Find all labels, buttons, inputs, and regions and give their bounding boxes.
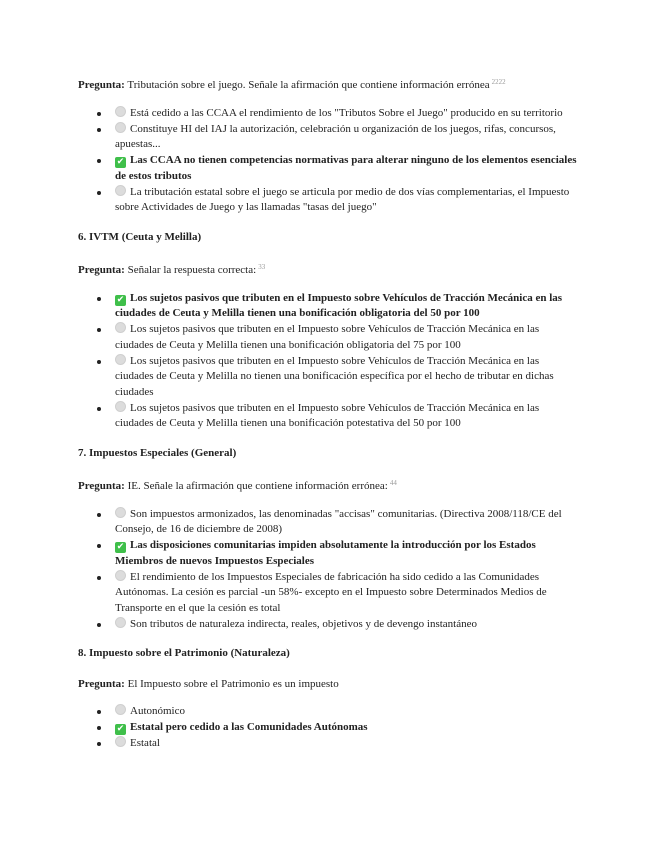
option-text: La tributación estatal sobre el juego se articula por medio de dos vías complementarias, el Impuesto sobre Actividades de Juego y las llamadas "tasas del juego": [115, 185, 570, 213]
option: [115, 507, 578, 538]
question-block-patrimonio: [78, 646, 578, 752]
option-text: Son tributos de naturaleza indirecta, reales, objetivos y de devengo instantáneo: [130, 617, 477, 630]
option: [115, 617, 578, 633]
check-mark-icon: ✔: [116, 157, 125, 167]
empty-circle-icon: [115, 185, 126, 196]
option-text: Las disposiciones comunitarias impiden absolutamente la introducción por los Estados Miembros de nuevos Impuestos Especiales: [115, 539, 536, 567]
option-text: Constituye HI del IAJ la autorización, celebración u organización de los juegos, rifas, concursos, apuestas...: [115, 122, 556, 150]
option-text: Estatal pero cedido a las Comunidades Autónomas: [130, 721, 368, 733]
question-block-ivtm: [78, 230, 578, 432]
empty-circle-icon: [115, 322, 126, 333]
section-heading: 8. Impuesto sobre el Patrimonio (Naturaleza): [78, 647, 290, 659]
option-text: Está cedido a las CCAA el rendimiento de los "Tributos Sobre el Juego" producido en su territorio: [130, 106, 563, 119]
question-block-juego: [78, 75, 578, 216]
option: [115, 185, 578, 216]
prompt-text: El Impuesto sobre el Patrimonio es un impuesto: [127, 677, 339, 690]
option-text: El rendimiento de los Impuestos Especiales de fabricación ha sido cedido a las Comunidades Autónomas. La cesión es parcial -un 58%- excepto en el Impuesto sobre Determinados Medios de Transporte en el que la cesión es total: [115, 570, 547, 614]
option-text: Los sujetos pasivos que tributen en el Impuesto sobre Vehículos de Tracción Mecánica en las ciudades de Ceuta y Melilla tienen una bonificación obligatoria del 75 por 100: [115, 323, 540, 351]
empty-circle-icon: [115, 122, 126, 133]
question-block-impuestos-especiales: [78, 446, 578, 633]
option: [115, 322, 578, 353]
reference-number: 33: [258, 263, 266, 271]
option-correct: [115, 153, 578, 184]
option-text: Los sujetos pasivos que tributen en el Impuesto sobre Vehículos de Tracción Mecánica en las ciudades de Ceuta y Melilla tienen una bonificación potestativa del 50 por 100: [115, 401, 540, 429]
check-mark-icon: ✔: [116, 542, 125, 552]
prompt-label: Pregunta:: [78, 677, 125, 690]
option: [115, 106, 578, 122]
section-heading: 6. IVTM (Ceuta y Melilla): [78, 230, 202, 243]
check-mark-icon: ✔: [116, 294, 125, 305]
options-list: [78, 106, 578, 216]
option-correct: [115, 538, 578, 569]
prompt-text: IE. Señale la afirmación que contiene información errónea:: [127, 480, 388, 492]
empty-circle-icon: [115, 106, 126, 117]
options-list: [78, 291, 578, 432]
question-prompt: [78, 476, 578, 495]
option-correct: [115, 291, 578, 322]
options-list: [78, 507, 578, 633]
check-mark-icon: ✔: [116, 724, 125, 734]
option-text: Las CCAA no tienen competencias normativas para alterar ninguno de los elementos esenciales de estos tributos: [115, 154, 577, 182]
option: [115, 122, 578, 153]
option: [115, 401, 578, 432]
question-prompt: [78, 75, 578, 94]
empty-circle-icon: [115, 507, 126, 518]
section-heading: 7. Impuestos Especiales (General): [78, 446, 237, 459]
question-prompt: [78, 260, 578, 279]
empty-circle-icon: [115, 617, 126, 628]
option-text: Autonómico: [130, 705, 185, 717]
option-text: Los sujetos pasivos que tributen en el Impuesto sobre Vehículos de Tracción Mecánica en las ciudades de Ceuta y Melilla no tienen una bonificación específica por el hecho de tributar en dichas ciudades: [115, 354, 554, 398]
option: [115, 570, 578, 617]
option: [115, 704, 578, 720]
prompt-label: Pregunta:: [78, 264, 125, 276]
prompt-label: Pregunta:: [78, 480, 125, 492]
prompt-text: Tributación sobre el juego. Señale la afirmación que contiene información errónea: [127, 79, 490, 91]
option-text: Los sujetos pasivos que tributen en el Impuesto sobre Vehículos de Tracción Mecánica en las ciudades de Ceuta y Melilla tienen una bonificación obligatoria del 50 por 100: [115, 291, 563, 319]
reference-number: 44: [389, 479, 397, 487]
option-text: Son impuestos armonizados, las denominadas "accisas" comunitarias. (Directiva 2008/118/CE del Consejo, de 16 de diciembre de 2008): [115, 507, 562, 535]
question-prompt: [78, 677, 578, 693]
document-page: [78, 75, 578, 752]
options-list: [78, 704, 578, 752]
option-text: Estatal: [130, 737, 160, 749]
prompt-label: Pregunta:: [78, 79, 125, 91]
option-correct: [115, 720, 578, 736]
empty-circle-icon: [115, 354, 126, 365]
reference-number: 2222: [491, 78, 506, 86]
empty-circle-icon: [115, 704, 126, 715]
option: [115, 736, 578, 752]
empty-circle-icon: [115, 570, 126, 581]
empty-circle-icon: [115, 736, 126, 747]
empty-circle-icon: [115, 401, 126, 412]
option: [115, 354, 578, 401]
prompt-text: Señalar la respuesta correcta:: [127, 264, 257, 276]
